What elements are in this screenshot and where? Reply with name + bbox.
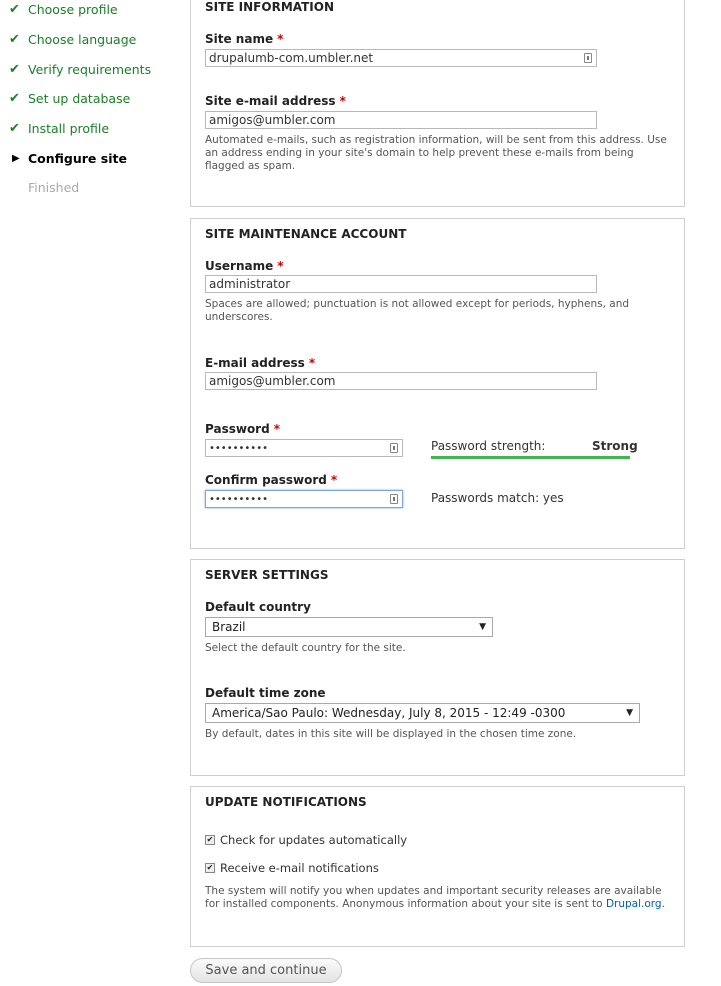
step-label: Configure site (28, 150, 127, 166)
triangle-right-icon: ▶ (12, 152, 20, 164)
password-strength-label: Password strength: (431, 439, 546, 453)
save-and-continue-button[interactable]: Save and continue (190, 958, 342, 983)
update-notifications-fieldset (190, 786, 685, 947)
email-notify-row[interactable] (205, 861, 379, 875)
default-timezone-label: Default time zone (205, 686, 326, 700)
username-description: Spaces are allowed; punctuation is not allowed except for periods, hyphens, and underscores. (205, 298, 630, 323)
step-label: Verify requirements (28, 61, 152, 77)
default-country-label: Default country (205, 600, 311, 614)
check-updates-checkbox[interactable]: ✔ (206, 835, 214, 844)
step-set-up-database (9, 88, 130, 108)
update-notifications-description: The system will notify you when updates and important security releases are available for installed components. Anonymous information about your site is sent to Drupal.org. (205, 885, 665, 910)
username-label: Username * (205, 259, 284, 273)
autofill-icon (584, 53, 592, 63)
check-icon: ✔ (9, 90, 20, 106)
site-information-fieldset (190, 0, 685, 207)
fieldset-legend: SITE INFORMATION (205, 0, 335, 14)
default-country-select[interactable]: Brazil ▼ (205, 617, 493, 637)
confirm-password-label: Confirm password * (205, 473, 338, 487)
site-email-label: Site e-mail address * (205, 94, 346, 108)
dropdown-arrow-icon: ▼ (626, 708, 633, 718)
step-choose-language (9, 29, 136, 49)
site-email-description: Automated e-mails, such as registration information, will be sent from this address. Use an address ending in your site's domain to help prevent these e-mails from being flagged as spam. (205, 134, 667, 172)
default-timezone-description: By default, dates in this site will be displayed in the chosen time zone. (205, 728, 577, 740)
confirm-password-input[interactable]: •••••••••• (205, 490, 403, 508)
password-input[interactable]: •••••••••• (205, 439, 403, 457)
site-name-input[interactable]: drupalumb-com.umbler.net (205, 49, 597, 67)
password-strength-value: Strong (592, 439, 638, 453)
step-label: Set up database (28, 90, 131, 106)
step-label: Choose language (28, 31, 137, 47)
check-icon: ✔ (9, 1, 20, 17)
server-settings-fieldset (190, 559, 685, 776)
site-maintenance-fieldset (190, 218, 685, 549)
step-finished (9, 177, 79, 197)
username-input[interactable]: administrator (205, 275, 597, 293)
check-icon: ✔ (9, 120, 20, 136)
fieldset-legend: SERVER SETTINGS (205, 568, 329, 582)
check-icon: ✔ (9, 31, 20, 47)
drupal-org-link[interactable]: Drupal.org (605, 898, 662, 910)
email-notify-checkbox[interactable]: ✔ (206, 863, 214, 872)
password-strength-bar (431, 456, 630, 459)
autofill-icon (390, 443, 398, 453)
site-email-input[interactable]: amigos@umbler.com (205, 111, 597, 129)
autofill-icon (390, 494, 398, 504)
step-install-profile (9, 118, 109, 138)
password-label: Password * (205, 422, 280, 436)
fieldset-legend: UPDATE NOTIFICATIONS (205, 795, 367, 809)
step-choose-profile (9, 0, 118, 19)
default-timezone-select[interactable]: America/Sao Paulo: Wednesday, July 8, 2015 - 12:49 -0300 ▼ (205, 703, 640, 723)
dropdown-arrow-icon: ▼ (479, 622, 486, 632)
check-icon: ✔ (9, 61, 20, 77)
default-country-description: Select the default country for the site. (205, 642, 406, 654)
fieldset-legend: SITE MAINTENANCE ACCOUNT (205, 227, 407, 241)
check-updates-label: Check for updates automatically (220, 833, 408, 847)
step-label: Choose profile (28, 1, 118, 17)
check-updates-row[interactable] (205, 833, 407, 847)
site-name-label: Site name * (205, 32, 284, 46)
email-label: E-mail address * (205, 356, 316, 370)
email-input[interactable]: amigos@umbler.com (205, 372, 597, 390)
step-configure-site (9, 148, 127, 168)
step-verify-requirements (9, 59, 151, 79)
step-label: Install profile (28, 120, 110, 136)
step-label: Finished (28, 179, 80, 195)
email-notify-label: Receive e-mail notifications (220, 861, 379, 875)
password-match-text: Passwords match: yes (431, 491, 564, 505)
